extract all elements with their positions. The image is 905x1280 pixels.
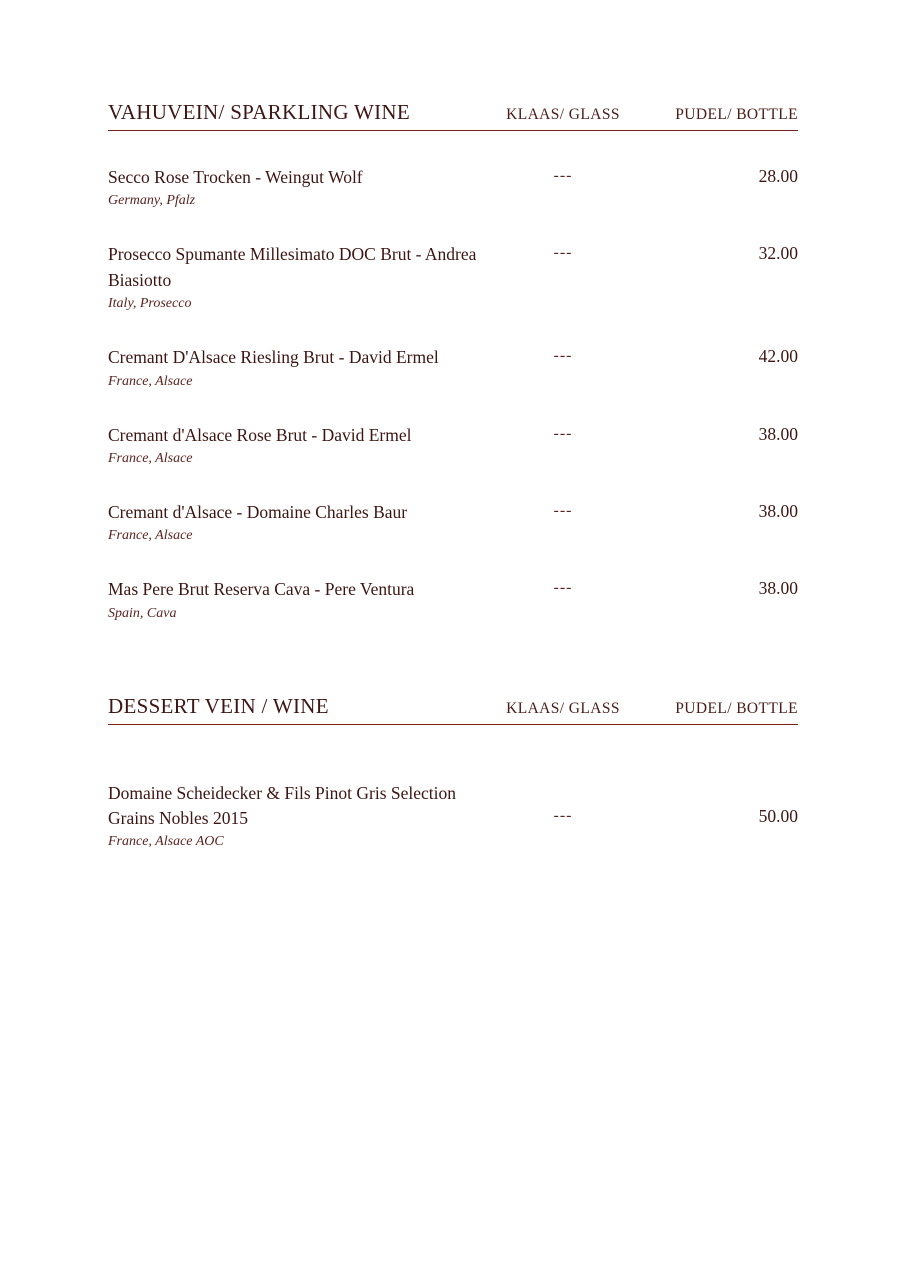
list-item [108,165,798,209]
item-price-glass: --- [553,579,573,597]
item-main [108,345,488,389]
item-price-glass: --- [553,806,573,824]
list-item [108,500,798,544]
item-price-bottle: 32.00 [758,243,798,264]
section-dessert-wine [108,694,798,851]
item-price-bottle: 42.00 [758,346,798,367]
column-header-glass: KLAAS/ GLASS [506,699,620,717]
item-name: Mas Pere Brut Reserva Cava - Pere Ventura [108,579,415,600]
column-headers [488,106,798,124]
item-name: Cremant D'Alsace Riesling Brut - David Ermel [108,347,439,368]
item-name: Domaine Scheidecker & Fils Pinot Gris Selection Grains Nobles 2015 [108,782,457,828]
menu-items-list [108,781,798,851]
section-title: DESSERT VEIN / WINE [108,693,329,718]
list-item [108,577,798,621]
section-header [108,694,798,725]
item-price-bottle: 38.00 [758,423,798,444]
item-main [108,423,488,467]
item-main [108,242,488,312]
item-price-glass: --- [553,501,573,519]
column-header-glass: KLAAS/ GLASS [506,106,620,123]
item-price-glass: --- [553,347,573,365]
item-price-glass: --- [553,424,573,442]
item-price-glass: --- [553,244,573,262]
item-region: Germany, Pfalz [108,193,196,209]
list-item [108,781,798,851]
list-item [108,242,798,312]
item-region: France, Alsace AOC [108,834,224,850]
item-region: France, Alsace [108,373,193,389]
list-item [108,423,798,467]
menu-items-list [108,165,798,622]
item-price-glass: --- [553,167,573,184]
section-sparkling-wine [108,100,798,622]
column-headers [488,700,798,718]
item-region: Spain, Cava [108,605,177,621]
item-price-bottle: 28.00 [758,166,798,186]
list-item [108,345,798,389]
item-name: Secco Rose Trocken - Weingut Wolf [108,167,363,187]
section-header [108,100,798,131]
item-main [108,577,488,621]
item-price-bottle: 50.00 [758,805,798,826]
item-name: Cremant d'Alsace Rose Brut - David Ermel [108,424,412,445]
item-name: Prosecco Spumante Millesimato DOC Brut - Andrea Biasiotto [108,244,477,290]
item-name: Cremant d'Alsace - Domaine Charles Baur [108,501,408,522]
item-price-bottle: 38.00 [758,500,798,521]
section-title: VAHUVEIN/ SPARKLING WINE [108,100,410,124]
item-region: France, Alsace [108,450,193,466]
item-main [108,781,488,851]
item-region: France, Alsace [108,528,193,544]
item-price-bottle: 38.00 [758,578,798,599]
column-header-bottle: PUDEL/ BOTTLE [675,699,798,717]
item-main [108,165,488,209]
item-region: Italy, Prosecco [108,296,192,312]
item-main [108,500,488,544]
column-header-bottle: PUDEL/ BOTTLE [675,106,798,123]
